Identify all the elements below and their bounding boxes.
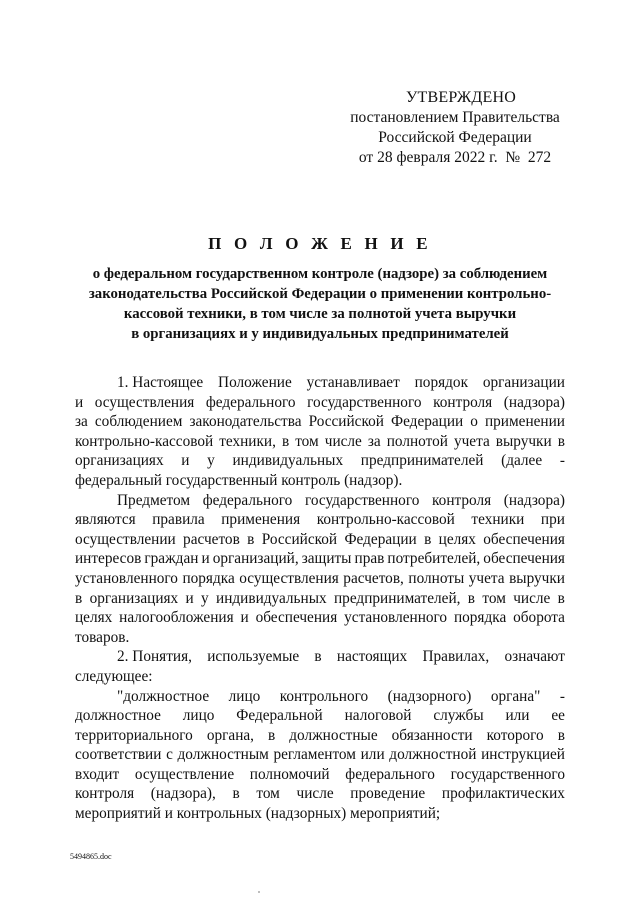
text-line bbox=[75, 667, 565, 687]
word: являются bbox=[75, 511, 136, 529]
word: контроля bbox=[75, 785, 135, 803]
word: контрольно-кассовой bbox=[316, 511, 455, 529]
text-line bbox=[75, 726, 565, 746]
word: в bbox=[247, 530, 255, 548]
text-line bbox=[75, 628, 565, 648]
word: расчетов bbox=[183, 530, 240, 548]
word: контроля bbox=[433, 393, 493, 411]
word: выручки bbox=[509, 569, 565, 587]
text-line bbox=[75, 393, 565, 413]
word: обеспечения bbox=[255, 609, 338, 627]
word: у bbox=[207, 452, 215, 470]
word: в bbox=[557, 589, 565, 607]
word: которого bbox=[486, 726, 544, 744]
word: осуществления bbox=[94, 393, 195, 411]
word: осуществлении bbox=[75, 530, 176, 548]
word: государственного bbox=[450, 765, 565, 783]
word: предпринимателей bbox=[360, 452, 484, 470]
paragraph-4 bbox=[75, 687, 565, 824]
word: обязанности bbox=[391, 726, 473, 744]
word: индивидуальных bbox=[232, 452, 344, 470]
word: применении bbox=[484, 413, 565, 431]
approval-block bbox=[330, 88, 580, 168]
word: в bbox=[467, 589, 476, 607]
word: 1. Настоящее bbox=[117, 374, 204, 391]
text-line bbox=[75, 510, 565, 530]
word: Российской bbox=[308, 413, 384, 431]
word: соблюдением bbox=[94, 413, 183, 431]
word: Федерации bbox=[344, 530, 417, 548]
word: следующее: bbox=[75, 667, 153, 685]
text-line bbox=[75, 647, 565, 667]
word: при bbox=[540, 511, 565, 529]
word: настоящих bbox=[336, 648, 408, 666]
word: регламентом bbox=[273, 746, 356, 764]
word: за bbox=[367, 432, 381, 450]
text-line bbox=[75, 745, 565, 765]
subtitle-line: законодательства Российской Федерации о применении контрольно- bbox=[88, 286, 552, 302]
text-line bbox=[75, 471, 565, 491]
word: - bbox=[559, 687, 565, 705]
word: (надзора) bbox=[503, 393, 565, 411]
paragraph-3 bbox=[75, 647, 565, 686]
approval-line-date-number: от 28 февраля 2022 г. № 272 bbox=[358, 149, 552, 166]
word: соответствии bbox=[75, 746, 162, 764]
word: Правилах, bbox=[422, 648, 490, 666]
word: устанавливает bbox=[306, 374, 400, 391]
word: контрольного bbox=[279, 687, 369, 705]
word: ее bbox=[551, 707, 565, 725]
word: федерального bbox=[205, 393, 296, 411]
approval-line-federation: Российской Федерации bbox=[378, 129, 532, 146]
word: расчетов, bbox=[343, 569, 404, 587]
word: контрольно-кассовой bbox=[75, 432, 214, 450]
word: порядок bbox=[414, 374, 469, 391]
word: техники bbox=[471, 511, 525, 529]
word: техники, bbox=[219, 432, 276, 450]
scan-dot bbox=[258, 891, 260, 893]
text-line bbox=[75, 706, 565, 726]
text-line bbox=[75, 687, 565, 707]
word: полноты bbox=[408, 569, 465, 587]
text-line bbox=[75, 373, 565, 393]
word: должностной bbox=[389, 746, 477, 764]
word: в bbox=[232, 785, 240, 803]
word: и bbox=[240, 609, 249, 627]
text-line bbox=[75, 784, 565, 804]
text-line bbox=[75, 765, 565, 785]
word: оборота bbox=[513, 609, 565, 627]
word: в bbox=[75, 589, 83, 607]
word: целях bbox=[75, 609, 113, 627]
word: Федеральной bbox=[236, 707, 323, 725]
word: органа, bbox=[206, 726, 255, 744]
word: и bbox=[185, 589, 194, 607]
word: граждан bbox=[144, 550, 199, 568]
word: профилактических bbox=[441, 785, 565, 803]
word: порядка bbox=[182, 569, 235, 587]
text-line bbox=[75, 549, 565, 569]
text-line bbox=[75, 412, 565, 432]
text-line bbox=[75, 608, 565, 628]
word: в bbox=[557, 432, 565, 450]
text-line bbox=[75, 530, 565, 550]
word: в bbox=[268, 726, 276, 744]
word: применения bbox=[221, 511, 301, 529]
text-line bbox=[75, 569, 565, 589]
word: с bbox=[166, 746, 173, 764]
word: налогообложения bbox=[119, 609, 234, 627]
word: целях bbox=[438, 530, 476, 548]
subtitle-line: в организациях и у индивидуальных предпринимателей bbox=[131, 326, 509, 342]
word: 2. Понятия, bbox=[117, 648, 192, 666]
word: числе bbox=[324, 432, 362, 450]
word: законодательства bbox=[189, 413, 302, 431]
word: или bbox=[505, 707, 530, 725]
word: инструкцией bbox=[481, 746, 565, 764]
word: установленного bbox=[344, 609, 448, 627]
word: обеспечения bbox=[483, 550, 565, 568]
word: (надзорного) bbox=[387, 687, 472, 705]
word: осуществления bbox=[239, 569, 339, 587]
word: выручки bbox=[495, 432, 552, 450]
word: учета bbox=[468, 569, 505, 587]
word: Положение bbox=[218, 374, 292, 391]
word: организаций, bbox=[212, 550, 299, 568]
word: государственного bbox=[307, 393, 422, 411]
word: используемые bbox=[207, 648, 300, 666]
word: должностное bbox=[75, 707, 161, 725]
document-body bbox=[75, 373, 565, 824]
word: лицо bbox=[228, 687, 261, 705]
text-line bbox=[75, 451, 565, 471]
approval-heading: УТВЕРЖДЕНО bbox=[405, 89, 516, 106]
word: контроля bbox=[432, 491, 492, 509]
word: и bbox=[201, 550, 210, 568]
word: осуществление bbox=[134, 765, 235, 783]
word: в bbox=[424, 530, 432, 548]
word: "должностное bbox=[117, 687, 210, 705]
word: организациях bbox=[75, 452, 164, 470]
word: в bbox=[281, 432, 290, 450]
word: правила bbox=[152, 511, 205, 529]
word: учета bbox=[453, 432, 490, 450]
word: входит bbox=[75, 765, 120, 783]
word: федерального bbox=[345, 765, 435, 783]
word: федеральный государственный контроль (надзор). bbox=[75, 471, 403, 489]
word: организациях bbox=[89, 589, 179, 607]
word: проведение bbox=[350, 785, 426, 803]
word: том bbox=[295, 432, 319, 450]
text-line bbox=[75, 804, 565, 824]
word: территориального bbox=[75, 726, 193, 744]
word: налоговой bbox=[344, 707, 412, 725]
word: установленного bbox=[75, 569, 178, 587]
word: за bbox=[75, 413, 88, 431]
word: числе bbox=[296, 785, 334, 803]
word: о bbox=[470, 413, 478, 431]
text-line bbox=[75, 491, 565, 511]
word: интересов bbox=[75, 550, 142, 568]
word: лицо bbox=[182, 707, 215, 725]
word: должностные bbox=[289, 726, 378, 744]
subtitle-line: о федеральном государственном контроле (надзоре) за соблюдением bbox=[92, 266, 548, 282]
word: или bbox=[360, 746, 385, 764]
document-subtitle bbox=[60, 264, 580, 344]
word: означают bbox=[504, 648, 565, 666]
word: том bbox=[256, 785, 280, 803]
word: прав bbox=[354, 550, 385, 568]
word: (надзора) bbox=[503, 491, 565, 509]
word: Федерации bbox=[390, 413, 464, 431]
text-line bbox=[75, 589, 565, 609]
paragraph-2 bbox=[75, 491, 565, 648]
word: службы bbox=[433, 707, 484, 725]
word: - bbox=[559, 452, 565, 470]
word: в bbox=[557, 726, 565, 744]
word: (надзора), bbox=[150, 785, 216, 803]
word: индивидуальных bbox=[216, 589, 327, 607]
word: и bbox=[75, 393, 84, 411]
document-file-reference: 5494865.doc bbox=[70, 852, 112, 861]
word: должностным bbox=[177, 746, 269, 764]
word: Предметом bbox=[117, 491, 191, 509]
word: предпринимателей, bbox=[333, 589, 461, 607]
word: защиты bbox=[301, 550, 352, 568]
paragraph-1 bbox=[75, 373, 565, 491]
word: товаров. bbox=[75, 628, 130, 646]
document-title: П О Л О Ж Е Н И Е bbox=[208, 234, 432, 253]
word: органа" bbox=[490, 687, 541, 705]
word: Российской bbox=[261, 530, 338, 548]
word: потребителей, bbox=[387, 550, 481, 568]
word: порядка bbox=[453, 609, 507, 627]
word: государственного bbox=[304, 491, 420, 509]
word: (далее bbox=[501, 452, 543, 470]
word: полномочий bbox=[249, 765, 330, 783]
word: числе bbox=[513, 589, 551, 607]
text-line bbox=[75, 432, 565, 452]
word: в bbox=[314, 648, 322, 666]
word: и bbox=[181, 452, 190, 470]
word: мероприятий и контрольных (надзорных) мероприятий; bbox=[75, 805, 441, 823]
approval-line-decree: постановлением Правительства bbox=[350, 109, 560, 126]
word: организации bbox=[482, 374, 565, 391]
word: у bbox=[201, 589, 209, 607]
word: полнотой bbox=[386, 432, 448, 450]
subtitle-line: кассовой техники, в том числе за полнотой учета выручки bbox=[123, 306, 517, 322]
word: обеспечения bbox=[483, 530, 565, 548]
word: том bbox=[482, 589, 506, 607]
word: федерального bbox=[202, 491, 293, 509]
